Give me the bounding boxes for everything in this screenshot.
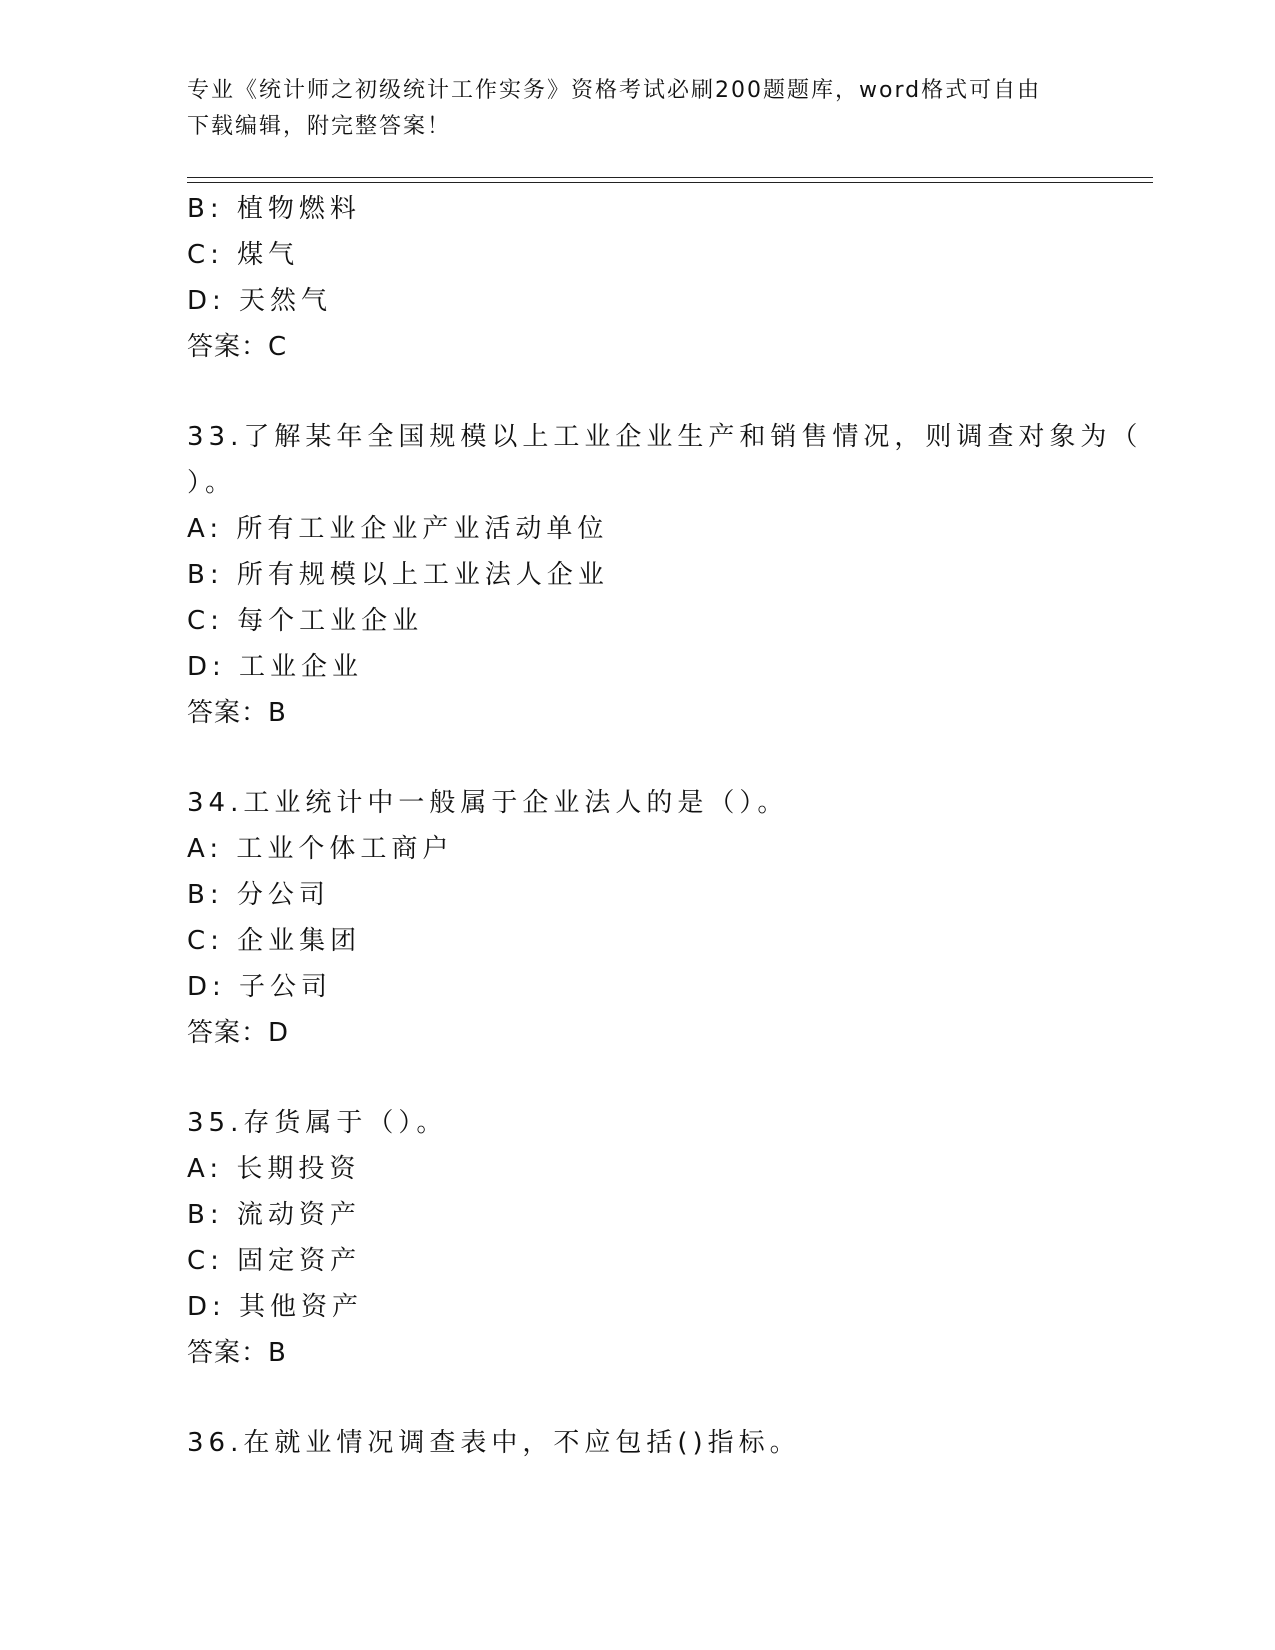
question-block-36 bbox=[187, 1420, 1087, 1466]
option-c: C: 固定资产 bbox=[187, 1246, 362, 1276]
option-b: B: 分公司 bbox=[187, 880, 330, 910]
option-d: D: 天然气 bbox=[187, 286, 333, 316]
question-text: 33.了解某年全国规模以上工业企业生产和销售情况，则调查对象为（ bbox=[187, 422, 1143, 452]
header-divider-top bbox=[187, 177, 1153, 178]
question-text: 34.工业统计中一般属于企业法人的是（）。 bbox=[187, 788, 789, 818]
option-c: C: 煤气 bbox=[187, 240, 300, 270]
option-b: B: 所有规模以上工业法人企业 bbox=[187, 560, 609, 590]
option-d: D: 子公司 bbox=[187, 972, 333, 1002]
question-text-continued: ）。 bbox=[187, 468, 237, 498]
question-list bbox=[187, 186, 1143, 1466]
question-text: 36.在就业情况调查表中，不应包括()指标。 bbox=[187, 1428, 801, 1458]
option-a: A: 工业个体工商户 bbox=[187, 834, 454, 864]
question-spacer bbox=[187, 1056, 1087, 1100]
option-a: A: 所有工业企业产业活动单位 bbox=[187, 514, 609, 544]
question-text: 35.存货属于（）。 bbox=[187, 1108, 448, 1138]
question-block-34 bbox=[187, 780, 1087, 1056]
document-header bbox=[187, 73, 1067, 145]
header-divider-bottom bbox=[187, 182, 1153, 183]
option-d: D: 其他资产 bbox=[187, 1292, 364, 1322]
question-spacer bbox=[187, 370, 1087, 414]
option-c: C: 企业集团 bbox=[187, 926, 362, 956]
option-b: B: 植物燃料 bbox=[187, 194, 361, 224]
answer-label: 答案：B bbox=[187, 698, 287, 728]
question-spacer bbox=[187, 736, 1087, 780]
header-title-line2: 下载编辑，附完整答案！ bbox=[187, 114, 452, 139]
question-block-previous bbox=[187, 186, 1087, 370]
option-a: A: 长期投资 bbox=[187, 1154, 361, 1184]
question-spacer bbox=[187, 1376, 1087, 1420]
question-block-35 bbox=[187, 1100, 1087, 1376]
header-title-line1: 专业《统计师之初级统计工作实务》资格考试必刷200题题库，word格式可自由 bbox=[187, 78, 1042, 103]
answer-label: 答案：B bbox=[187, 1338, 287, 1368]
question-block-33 bbox=[187, 414, 1143, 736]
option-b: B: 流动资产 bbox=[187, 1200, 361, 1230]
answer-label: 答案：D bbox=[187, 1018, 290, 1048]
option-c: C: 每个工业企业 bbox=[187, 606, 424, 636]
option-d: D: 工业企业 bbox=[187, 652, 364, 682]
answer-label: 答案：C bbox=[187, 332, 288, 362]
